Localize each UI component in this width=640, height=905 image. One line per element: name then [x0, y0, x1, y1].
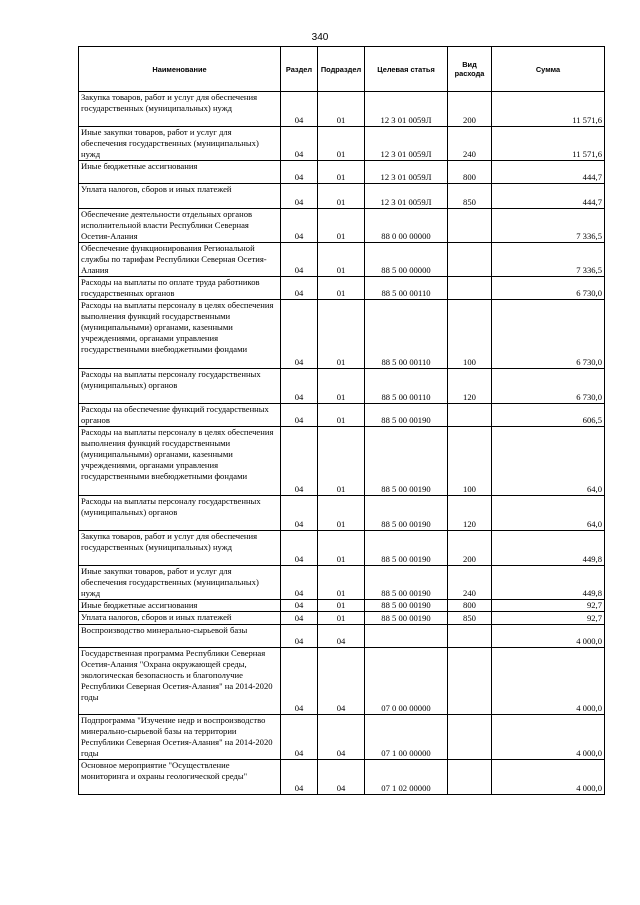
table-row [79, 92, 605, 127]
row-sum: 4 000,0 [492, 648, 605, 715]
table-row [79, 243, 605, 277]
header-target: Целевая статья [365, 47, 448, 92]
row-subsection: 04 [318, 648, 365, 715]
table-row [79, 566, 605, 600]
row-target: 07 1 02 00000 [365, 760, 448, 795]
row-name: Иные закупки товаров, работ и услуг для обеспечения государственных (муниципальных) нужд [79, 127, 281, 161]
row-target: 88 5 00 00190 [365, 566, 448, 600]
row-section: 04 [281, 566, 318, 600]
row-subsection: 01 [318, 92, 365, 127]
row-subsection: 01 [318, 127, 365, 161]
row-type: 120 [448, 369, 492, 404]
table-row [79, 625, 605, 648]
table-row [79, 427, 605, 496]
table-row [79, 648, 605, 715]
row-type: 200 [448, 92, 492, 127]
row-target: 88 5 00 00190 [365, 496, 448, 531]
row-section: 04 [281, 427, 318, 496]
table-row [79, 404, 605, 427]
row-target: 88 5 00 00190 [365, 612, 448, 625]
row-sum: 6 730,0 [492, 300, 605, 369]
row-name: Расходы на выплаты персоналу государственных (муниципальных) органов [79, 496, 281, 531]
row-section: 04 [281, 300, 318, 369]
row-type: 200 [448, 531, 492, 566]
row-subsection: 01 [318, 496, 365, 531]
row-sum: 449,8 [492, 531, 605, 566]
table-row [79, 531, 605, 566]
row-target: 12 3 01 0059Л [365, 161, 448, 184]
row-name: Закупка товаров, работ и услуг для обеспечения государственных (муниципальных) нужд [79, 531, 281, 566]
row-sum: 449,8 [492, 566, 605, 600]
row-subsection: 01 [318, 566, 365, 600]
row-subsection: 01 [318, 184, 365, 209]
row-sum: 92,7 [492, 600, 605, 612]
row-section: 04 [281, 209, 318, 243]
row-subsection: 04 [318, 625, 365, 648]
row-subsection: 01 [318, 404, 365, 427]
row-subsection: 01 [318, 612, 365, 625]
header-sum: Сумма [492, 47, 605, 92]
row-name: Уплата налогов, сборов и иных платежей [79, 184, 281, 209]
row-name: Уплата налогов, сборов и иных платежей [79, 612, 281, 625]
row-target [365, 625, 448, 648]
row-target: 88 5 00 00110 [365, 369, 448, 404]
row-type: 100 [448, 427, 492, 496]
row-type: 800 [448, 600, 492, 612]
row-subsection: 01 [318, 300, 365, 369]
row-sum: 11 571,6 [492, 92, 605, 127]
row-target: 88 5 00 00110 [365, 277, 448, 300]
row-sum: 6 730,0 [492, 369, 605, 404]
row-name: Расходы на выплаты персоналу государственных (муниципальных) органов [79, 369, 281, 404]
row-subsection: 01 [318, 600, 365, 612]
table-header-row [79, 47, 605, 92]
row-subsection: 01 [318, 161, 365, 184]
row-sum: 92,7 [492, 612, 605, 625]
row-name: Расходы на обеспечение функций государственных органов [79, 404, 281, 427]
table-row [79, 715, 605, 760]
row-type [448, 404, 492, 427]
table-row [79, 760, 605, 795]
row-subsection: 01 [318, 531, 365, 566]
row-sum: 444,7 [492, 184, 605, 209]
table-row [79, 209, 605, 243]
row-sum: 4 000,0 [492, 715, 605, 760]
table-row [79, 496, 605, 531]
row-subsection: 01 [318, 277, 365, 300]
row-sum: 444,7 [492, 161, 605, 184]
row-subsection: 01 [318, 369, 365, 404]
row-name: Иные бюджетные ассигнования [79, 600, 281, 612]
row-name: Расходы на выплаты персоналу в целях обеспечения выполнения функций государственными (муниципальными) органами, казенными учреждениями, органами управления государственными внебюджетными фондами [79, 427, 281, 496]
table-row [79, 369, 605, 404]
header-section: Раздел [281, 47, 318, 92]
row-target: 88 5 00 00000 [365, 243, 448, 277]
row-type [448, 715, 492, 760]
row-type: 800 [448, 161, 492, 184]
budget-table [78, 46, 605, 795]
row-sum: 64,0 [492, 496, 605, 531]
header-name: Наименование [79, 47, 281, 92]
row-type [448, 243, 492, 277]
row-subsection: 04 [318, 715, 365, 760]
row-section: 04 [281, 496, 318, 531]
row-target: 88 0 00 00000 [365, 209, 448, 243]
row-target: 88 5 00 00110 [365, 300, 448, 369]
row-sum: 7 336,5 [492, 243, 605, 277]
row-target: 07 1 00 00000 [365, 715, 448, 760]
row-section: 04 [281, 184, 318, 209]
row-sum: 7 336,5 [492, 209, 605, 243]
row-section: 04 [281, 531, 318, 566]
row-section: 04 [281, 369, 318, 404]
header-type: Вид расхода [448, 47, 492, 92]
row-type: 120 [448, 496, 492, 531]
row-name: Подпрограмма "Изучение недр и воспроизводство минерально-сырьевой базы на территории Республики Северная Осетия-Алания" на 2014-2020 годы [79, 715, 281, 760]
row-name: Расходы на выплаты по оплате труда работников государственных органов [79, 277, 281, 300]
row-sum: 4 000,0 [492, 625, 605, 648]
row-section: 04 [281, 404, 318, 427]
row-target: 88 5 00 00190 [365, 427, 448, 496]
row-target: 88 5 00 00190 [365, 600, 448, 612]
table-row [79, 184, 605, 209]
row-name: Иные бюджетные ассигнования [79, 161, 281, 184]
row-name: Государственная программа Республики Северная Осетия-Алания "Охрана окружающей среды, экологическая безопасность и благополучие Республики Северная Осетия-Алания" на 2014-2020 годы [79, 648, 281, 715]
table-row [79, 612, 605, 625]
row-target: 12 3 01 0059Л [365, 127, 448, 161]
row-section: 04 [281, 612, 318, 625]
row-name: Иные закупки товаров, работ и услуг для обеспечения государственных (муниципальных) нужд [79, 566, 281, 600]
table-row [79, 300, 605, 369]
row-subsection: 01 [318, 209, 365, 243]
row-name: Обеспечение функционирования Региональной службы по тарифам Республики Северная Осетия-Алания [79, 243, 281, 277]
row-section: 04 [281, 625, 318, 648]
row-section: 04 [281, 760, 318, 795]
row-target: 12 3 01 0059Л [365, 92, 448, 127]
row-section: 04 [281, 648, 318, 715]
row-subsection: 04 [318, 760, 365, 795]
table-row [79, 600, 605, 612]
table-row [79, 277, 605, 300]
row-name: Воспроизводство минерально-сырьевой базы [79, 625, 281, 648]
table-row [79, 127, 605, 161]
row-type [448, 760, 492, 795]
row-type: 850 [448, 612, 492, 625]
row-section: 04 [281, 600, 318, 612]
row-type: 100 [448, 300, 492, 369]
row-target: 12 3 01 0059Л [365, 184, 448, 209]
row-subsection: 01 [318, 427, 365, 496]
row-sum: 64,0 [492, 427, 605, 496]
row-sum: 11 571,6 [492, 127, 605, 161]
row-type: 850 [448, 184, 492, 209]
row-section: 04 [281, 277, 318, 300]
table-row [79, 161, 605, 184]
row-target: 88 5 00 00190 [365, 404, 448, 427]
row-type: 240 [448, 127, 492, 161]
page-number: 340 [311, 32, 329, 43]
row-name: Расходы на выплаты персоналу в целях обеспечения выполнения функций государственными (муниципальными) органами, казенными учреждениями, органами управления государственными внебюджетными фондами [79, 300, 281, 369]
row-target: 07 0 00 00000 [365, 648, 448, 715]
row-type: 240 [448, 566, 492, 600]
row-type [448, 625, 492, 648]
row-subsection: 01 [318, 243, 365, 277]
row-section: 04 [281, 92, 318, 127]
row-section: 04 [281, 715, 318, 760]
row-name: Основное мероприятие "Осуществление мониторинга и охраны геологической среды" [79, 760, 281, 795]
header-subsection: Подраздел [318, 47, 365, 92]
row-section: 04 [281, 243, 318, 277]
row-section: 04 [281, 127, 318, 161]
row-name: Обеспечение деятельности отдельных органов исполнительной власти Республики Северная Осетия-Алания [79, 209, 281, 243]
row-sum: 4 000,0 [492, 760, 605, 795]
row-name: Закупка товаров, работ и услуг для обеспечения государственных (муниципальных) нужд [79, 92, 281, 127]
row-target: 88 5 00 00190 [365, 531, 448, 566]
row-type [448, 277, 492, 300]
row-section: 04 [281, 161, 318, 184]
row-type [448, 648, 492, 715]
row-sum: 606,5 [492, 404, 605, 427]
row-type [448, 209, 492, 243]
row-sum: 6 730,0 [492, 277, 605, 300]
